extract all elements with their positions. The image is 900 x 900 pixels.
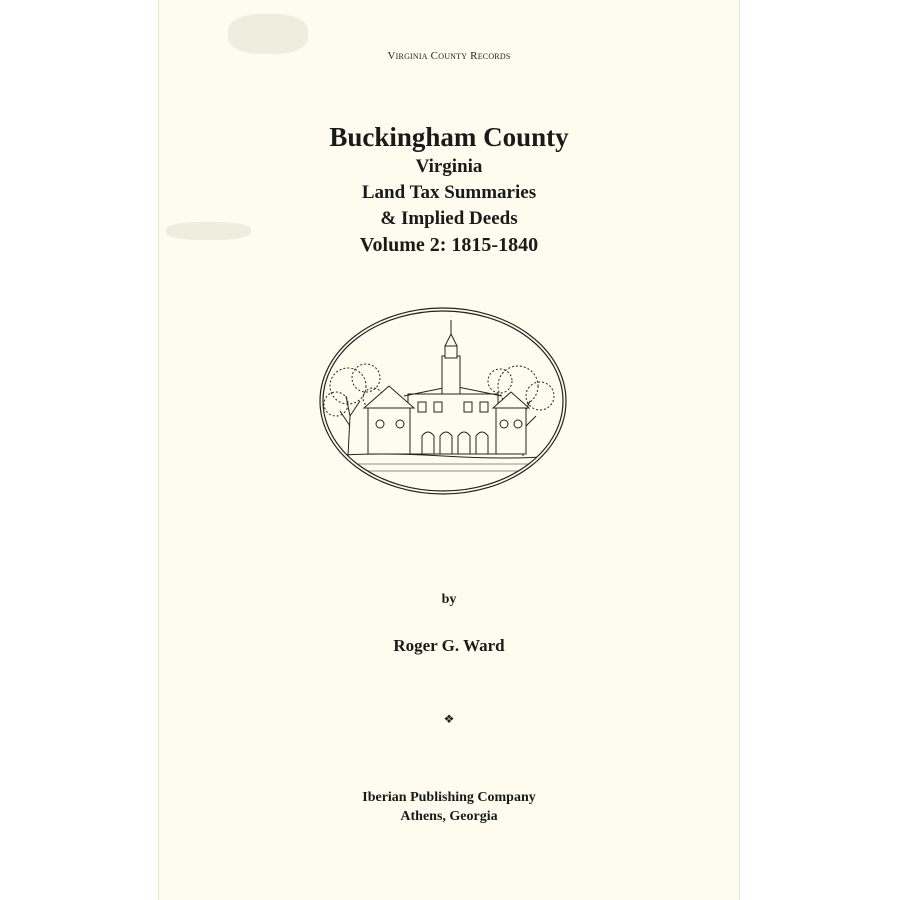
publisher-location: Athens, Georgia bbox=[400, 809, 498, 824]
book-title: Buckingham County bbox=[329, 122, 569, 152]
book-subtitle-line2: & Implied Deeds bbox=[380, 208, 518, 229]
publisher-name: Iberian Publishing Company bbox=[362, 790, 536, 805]
paper-smudge bbox=[228, 14, 308, 54]
author-name: Roger G. Ward bbox=[393, 636, 505, 655]
courthouse-engraving bbox=[318, 306, 568, 496]
book-volume: Volume 2: 1815-1840 bbox=[359, 234, 539, 256]
ornament-icon: ❖ bbox=[443, 712, 455, 726]
book-subtitle-state: Virginia bbox=[415, 156, 483, 177]
title-block bbox=[158, 120, 740, 258]
series-name: Virginia County Records bbox=[387, 50, 511, 62]
byline: by bbox=[441, 592, 457, 607]
book-subtitle-line1: Land Tax Summaries bbox=[361, 182, 537, 203]
book-cover bbox=[158, 0, 740, 900]
publisher-block bbox=[158, 788, 740, 826]
